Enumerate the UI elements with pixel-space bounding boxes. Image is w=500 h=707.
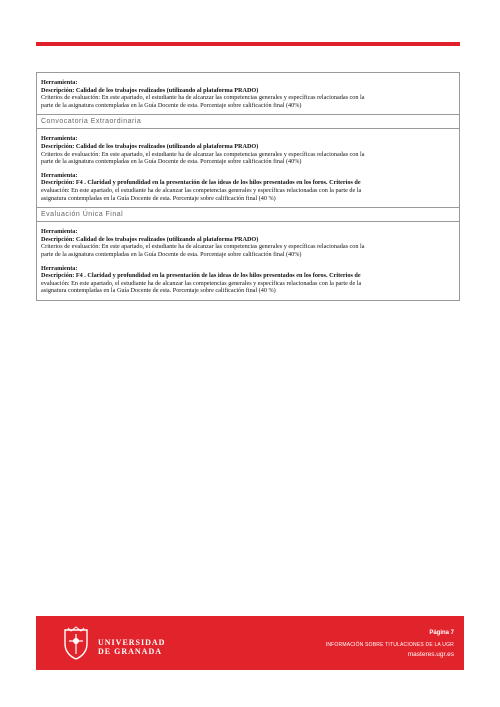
site-link[interactable]: masteres.ugr.es bbox=[407, 651, 454, 658]
university-name-line1: UNIVERSIDAD bbox=[98, 638, 166, 647]
criterio-line: Criterios de evaluación: En este apartado, el estudiante ha de alcanzar las competencias generales y específicas relacionadas con la bbox=[41, 243, 365, 251]
criterio-line: evaluación: En este apartado, el estudiante ha de alcanzar las competencias generales y específicas relacionadas con la parte de la bbox=[41, 279, 362, 287]
criterio-line: parte de la asignatura contempladas en la Guía Docente de esta. Porcentaje sobre calificación final (40%) bbox=[41, 158, 302, 166]
herramienta-label: Herramienta: bbox=[41, 264, 78, 272]
footer-info bbox=[326, 630, 454, 658]
criterio-line: Criterios de evaluación: En este apartado, el estudiante ha de alcanzar las competencias generales y específicas relacionadas con la bbox=[41, 94, 365, 102]
evaluation-table bbox=[36, 72, 460, 301]
descripcion-line: Descripción: F4 . Claridad y profundidad en la presentación de las ideas de los hilos presentados en los foros. Criterios de bbox=[41, 179, 361, 187]
descripcion-line: Descripción: F4 . Claridad y profundidad en la presentación de las ideas de los hilos presentados en los foros. Criterios de bbox=[41, 272, 361, 280]
descripcion-line: Descripción: Calidad de los trabajos realizados (utilizando al plataforma PRADO) bbox=[41, 235, 259, 243]
criterio-line: evaluación: En este apartado, el estudiante ha de alcanzar las competencias generales y específicas relacionadas con la parte de la bbox=[41, 186, 362, 194]
herramienta-label: Herramienta: bbox=[41, 171, 78, 179]
section-evaluacion-unica bbox=[37, 207, 459, 300]
university-seal-icon bbox=[62, 626, 90, 660]
herramienta-label: Herramienta: bbox=[41, 79, 78, 86]
evaluation-block bbox=[41, 79, 455, 109]
page-number: Página 7 bbox=[429, 630, 454, 636]
evaluation-block bbox=[41, 265, 455, 295]
header-rule bbox=[36, 42, 460, 46]
descripcion-line: Descripción: Calidad de los trabajos realizados (utilizando al plataforma PRADO) bbox=[41, 86, 259, 94]
evaluation-block bbox=[41, 135, 455, 165]
info-text: INFORMACIÓN SOBRE TITULACIONES DE LA UGR bbox=[325, 642, 454, 648]
evaluation-block bbox=[41, 228, 455, 258]
footer-banner bbox=[36, 616, 464, 670]
evaluation-block bbox=[41, 172, 455, 202]
section-cell bbox=[37, 129, 459, 207]
herramienta-label: Herramienta: bbox=[41, 228, 78, 236]
section-ordinaria bbox=[37, 73, 459, 114]
criterio-line: asignatura contempladas en la Guía Docente de esta. Porcentaje sobre calificación final (40 %) bbox=[41, 194, 276, 202]
university-name[interactable] bbox=[98, 638, 165, 656]
criterio-line: parte de la asignatura contempladas en la Guía Docente de esta. Porcentaje sobre calificación final (40%) bbox=[41, 250, 302, 258]
section-title: Convocatoria Extraordinaria bbox=[37, 115, 459, 129]
university-name-line2: DE GRANADA bbox=[98, 647, 162, 656]
criterio-line: Criterios de evaluación: En este apartado, el estudiante ha de alcanzar las competencias generales y específicas relacionadas con la bbox=[41, 150, 365, 158]
criterio-line: parte de la asignatura contempladas en la Guía Docente de esta. Porcentaje sobre calificación final (40%) bbox=[41, 101, 302, 109]
criterio-line: asignatura contempladas en la Guía Docente de esta. Porcentaje sobre calificación final (40 %) bbox=[41, 287, 276, 295]
herramienta-label: Herramienta: bbox=[41, 135, 78, 143]
section-title: Evaluación Única Final bbox=[37, 208, 459, 222]
section-cell bbox=[37, 222, 459, 300]
section-cell bbox=[37, 73, 459, 114]
section-extraordinaria bbox=[37, 114, 459, 207]
descripcion-line: Descripción: Calidad de los trabajos realizados (utilizando al plataforma PRADO) bbox=[41, 142, 259, 150]
